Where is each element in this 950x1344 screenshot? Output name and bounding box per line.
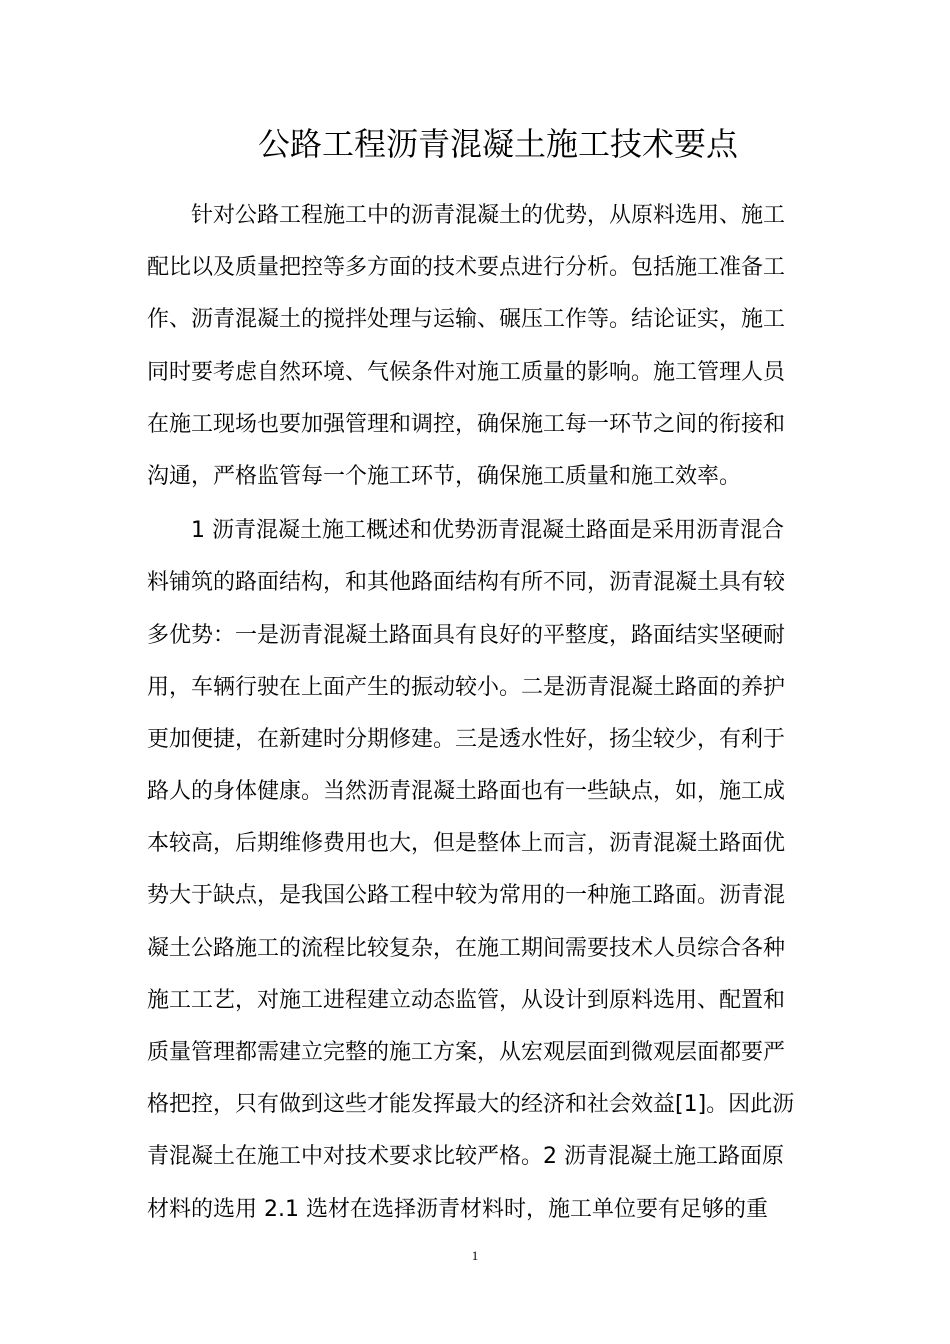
text-line: 配比以及质量把控等多方面的技术要点进行分析。包括施工准备工 — [147, 255, 786, 281]
text-line: 用，车辆行驶在上面产生的振动较小。二是沥青混凝土路面的养护 — [147, 674, 786, 700]
text-line: 材料的选用 2.1 选材在选择沥青材料时，施工单位要有足够的重 — [147, 1196, 768, 1222]
text-line: 多优势：一是沥青混凝土路面具有良好的平整度，路面结实坚硬耐 — [147, 622, 786, 648]
text-line: 本较高，后期维修费用也大，但是整体上而言，沥青混凝土路面优 — [147, 831, 786, 857]
text-line: 路人的身体健康。当然沥青混凝土路面也有一些缺点，如，施工成 — [147, 779, 786, 805]
paragraph-1 — [147, 190, 807, 503]
paragraph-2 — [147, 505, 807, 1236]
text-line: 施工工艺，对施工进程建立动态监管，从设计到原料选用、配置和 — [147, 987, 786, 1013]
text-line: 在施工现场也要加强管理和调控，确保施工每一环节之间的衔接和 — [147, 411, 786, 437]
text-line: 势大于缺点，是我国公路工程中较为常用的一种施工路面。沥青混 — [147, 883, 786, 909]
text-line: 作、沥青混凝土的搅拌处理与运输、碾压工作等。结论证实，施工 — [147, 307, 786, 333]
text-line: 针对公路工程施工中的沥青混凝土的优势，从原料选用、施工 — [191, 203, 786, 228]
document-body — [147, 190, 807, 1236]
text-line: 沟通，严格监管每一个施工环节，确保施工质量和施工效率。 — [147, 463, 742, 489]
text-line: 青混凝土在施工中对技术要求比较严格。2 沥青混凝土施工路面原 — [147, 1144, 784, 1170]
text-line: 料铺筑的路面结构，和其他路面结构有所不同，沥青混凝土具有较 — [147, 570, 786, 596]
text-line: 质量管理都需建立完整的施工方案，从宏观层面到微观层面都要严 — [147, 1040, 786, 1065]
text-line: 格把控，只有做到这些才能发挥最大的经济和社会效益[1]。因此沥 — [147, 1092, 795, 1118]
text-line: 1 沥青混凝土施工概述和优势沥青混凝土路面是采用沥青混合 — [191, 518, 784, 544]
text-line: 凝土公路施工的流程比较复杂，在施工期间需要技术人员综合各种 — [147, 935, 786, 961]
text-line: 同时要考虑自然环境、气候条件对施工质量的影响。施工管理人员 — [147, 359, 786, 385]
document-title: 公路工程沥青混凝土施工技术要点 — [258, 125, 739, 163]
page-number: 1 — [471, 1248, 479, 1263]
text-line: 更加便捷，在新建时分期修建。三是透水性好，扬尘较少，有利于 — [147, 726, 786, 752]
